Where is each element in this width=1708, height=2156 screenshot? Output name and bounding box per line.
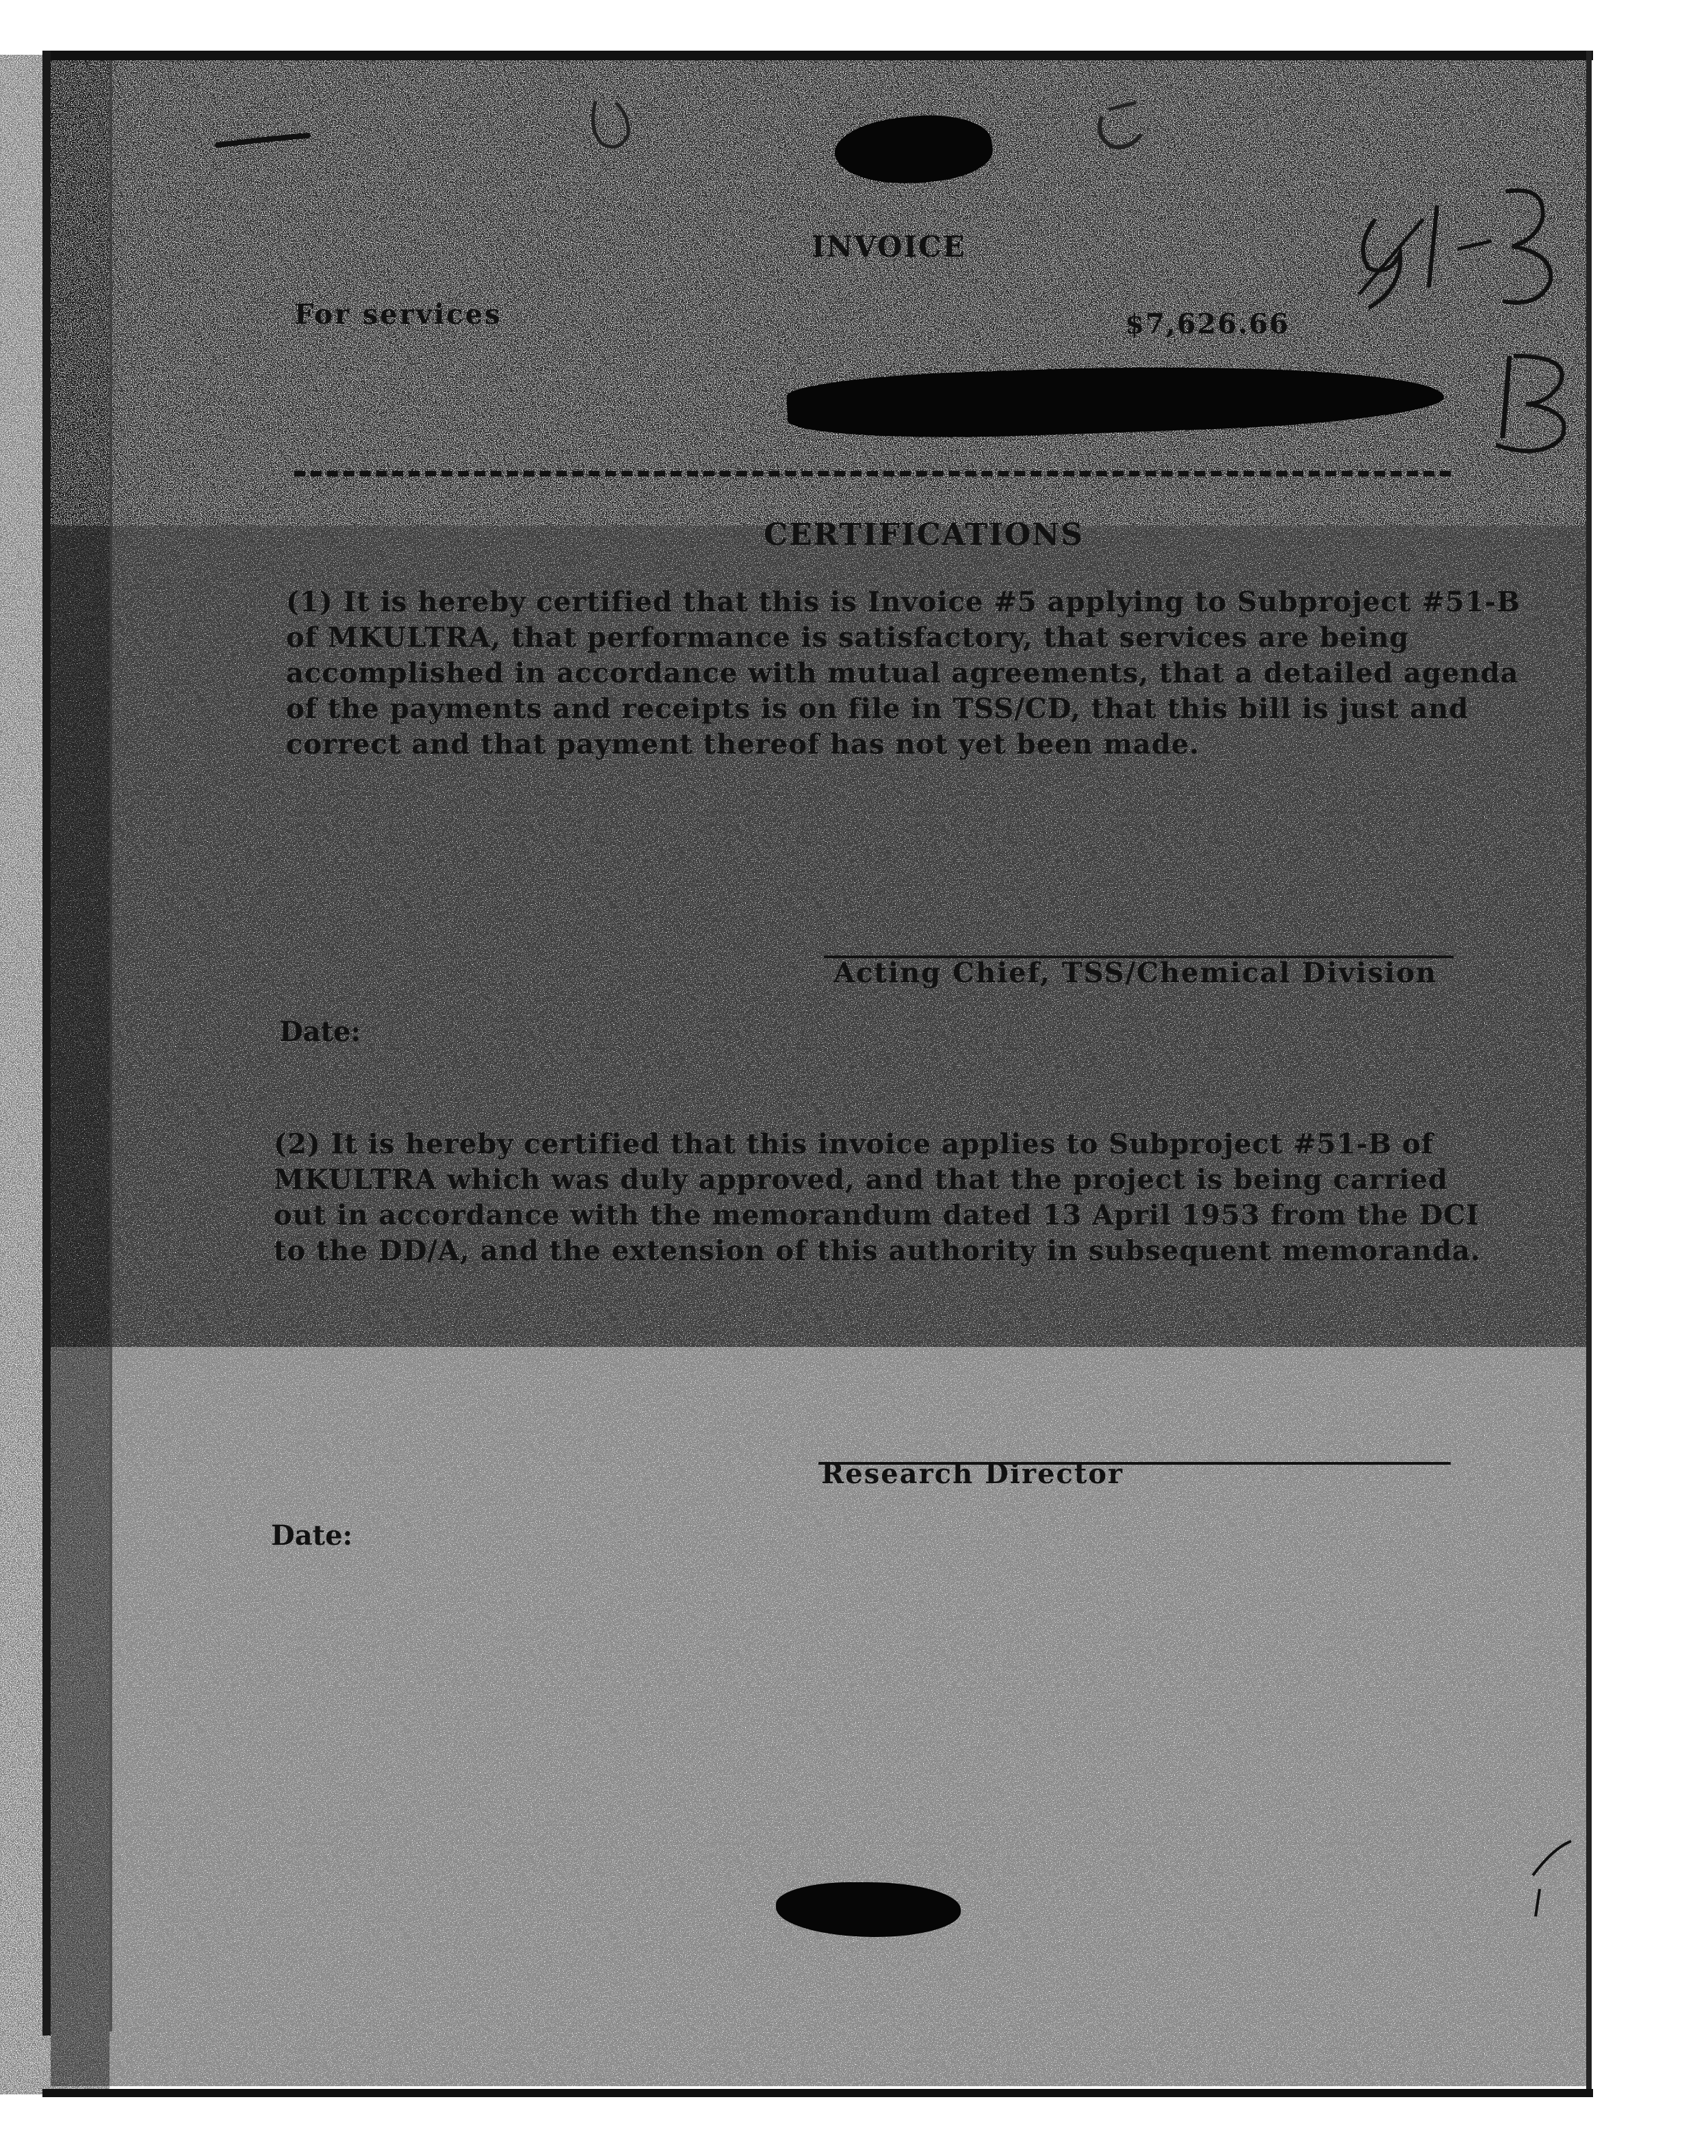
signature-label-acting-chief: Acting Chief, TSS/Chemical Division [833, 957, 1438, 989]
certifications-heading: CERTIFICATIONS [764, 517, 1084, 552]
date-label-2: Date: [271, 1519, 353, 1552]
paragraph-line: of MKULTRA, that performance is satisfactory, that services are being [286, 621, 1410, 654]
paragraph-line: of the payments and receipts is on file in TSS/CD, that this bill is just and [286, 693, 1469, 725]
signature-label-research-director: Research Director [821, 1458, 1124, 1490]
paragraph-line: to the DD/A, and the extension of this authority in subsequent memoranda. [274, 1235, 1481, 1267]
paragraph-line: (2) It is hereby certified that this invoice applies to Subproject #51-B of [274, 1128, 1434, 1160]
invoice-title: INVOICE [812, 230, 966, 264]
certification-paragraph-1 [286, 585, 1521, 762]
paragraph-line: accomplished in accordance with mutual agreements, that a detailed agenda [286, 657, 1519, 689]
for-services-label: For services [294, 298, 502, 331]
paragraph-line: MKULTRA which was duly approved, and that the project is being carried [274, 1164, 1449, 1196]
paragraph-line: out in accordance with the memorandum dated 13 April 1953 from the DCI [274, 1199, 1479, 1231]
certification-paragraph-2 [274, 1127, 1481, 1269]
dashed-separator [294, 471, 1451, 476]
paragraph-line: correct and that payment thereof has not yet been made. [286, 728, 1200, 760]
paragraph-line: (1) It is hereby certified that this is Invoice #5 applying to Subproject #51-B [286, 586, 1521, 618]
date-label-1: Date: [279, 1016, 361, 1048]
invoice-amount: $7,626.66 [1125, 308, 1290, 340]
